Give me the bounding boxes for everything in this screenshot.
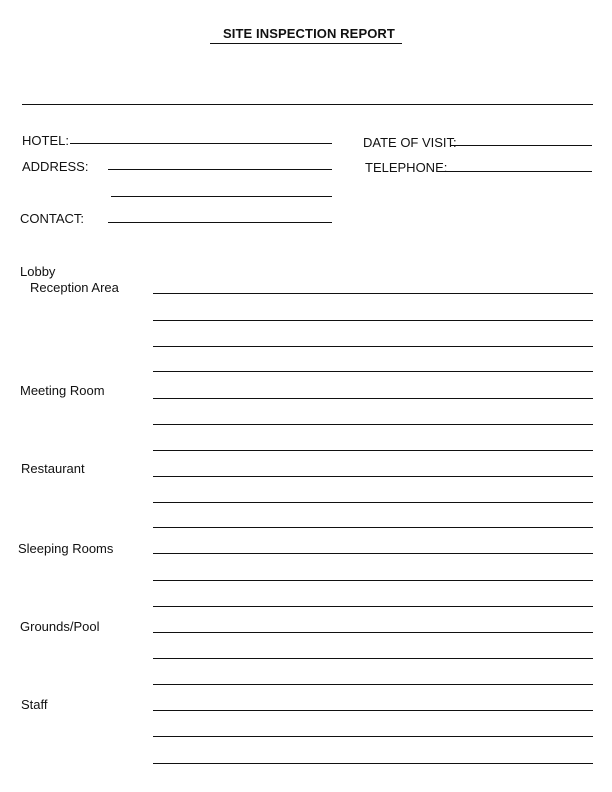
header-divider [22,104,593,105]
lobby-writing-line[interactable] [153,293,593,294]
section-label-meeting-room: Meeting Room [20,383,105,398]
hotel-label: HOTEL: [22,133,69,148]
sleeping-rooms-writing-line[interactable] [153,580,593,581]
telephone-field[interactable] [443,171,592,172]
section-label-sleeping-rooms: Sleeping Rooms [18,541,114,556]
section-label-restaurant: Restaurant [21,461,85,476]
date-of-visit-field[interactable] [451,145,592,146]
staff-writing-line[interactable] [153,736,593,737]
meeting-room-writing-line[interactable] [153,450,593,451]
contact-label: CONTACT: [20,211,85,226]
restaurant-writing-line[interactable] [153,476,593,477]
address-field-line-2[interactable] [111,196,332,197]
page-title: SITE INSPECTION REPORT [0,26,612,44]
restaurant-writing-line[interactable] [153,527,593,528]
sleeping-rooms-writing-line[interactable] [153,606,593,607]
date-of-visit-label: DATE OF VISIT: [363,135,457,150]
contact-field[interactable] [108,222,332,223]
grounds-pool-writing-line[interactable] [153,684,593,685]
address-label: ADDRESS: [22,159,89,174]
lobby-writing-line[interactable] [153,371,593,372]
meeting-room-writing-line[interactable] [153,424,593,425]
grounds-pool-writing-line[interactable] [153,658,593,659]
restaurant-writing-line[interactable] [153,502,593,503]
meeting-room-writing-line[interactable] [153,398,593,399]
lobby-writing-line[interactable] [153,320,593,321]
telephone-label: TELEPHONE: [365,160,448,175]
section-label-reception: Reception Area [30,280,119,295]
section-label-staff: Staff [21,697,48,712]
section-label-grounds-pool: Grounds/Pool [20,619,100,634]
sleeping-rooms-writing-line[interactable] [153,553,593,554]
lobby-writing-line[interactable] [153,346,593,347]
grounds-pool-writing-line[interactable] [153,632,593,633]
address-field-line-1[interactable] [108,169,332,170]
staff-writing-line[interactable] [153,710,593,711]
staff-writing-line[interactable] [153,763,593,764]
section-label-lobby: Lobby [20,264,56,279]
hotel-field[interactable] [70,143,332,144]
